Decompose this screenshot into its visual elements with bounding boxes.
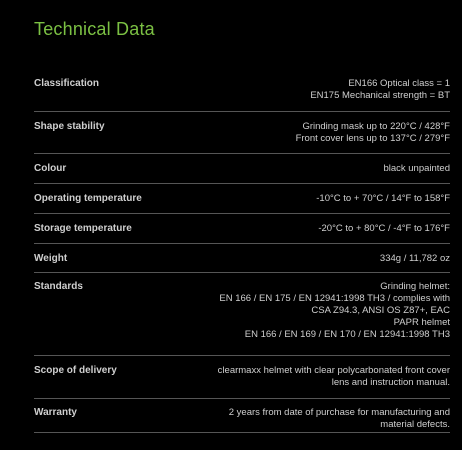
value-line: -20°C to + 80°C / -4°F to 176°F <box>318 223 450 234</box>
page-title: Technical Data <box>34 19 155 39</box>
table-row-colour <box>34 154 450 184</box>
value-line: PAPR helmet <box>393 317 450 328</box>
row-value <box>316 193 450 205</box>
value-line: Front cover lens up to 137°C / 279°F <box>295 133 450 144</box>
value-line: EN175 Mechanical strength = BT <box>310 90 450 101</box>
value-line: clearmaxx helmet with clear polycarbonated front cover <box>217 365 450 376</box>
value-line: Grinding helmet: <box>380 281 450 292</box>
row-value <box>219 281 450 341</box>
value-line: 2 years from date of purchase for manufacturing and <box>228 407 450 418</box>
row-label: Scope of delivery <box>34 365 117 376</box>
row-label: Storage temperature <box>34 223 132 234</box>
value-line: black unpainted <box>383 163 450 174</box>
table-row-warranty <box>34 399 450 433</box>
technical-data-table <box>34 70 450 433</box>
row-label: Warranty <box>34 407 77 418</box>
row-value <box>229 407 450 431</box>
row-label: Classification <box>34 78 100 89</box>
value-line: lens and instruction manual. <box>331 377 450 388</box>
row-label: Colour <box>34 163 67 174</box>
value-line: EN 166 / EN 169 / EN 170 / EN 12941:1998 TH3 <box>244 329 450 340</box>
row-value <box>218 365 450 389</box>
table-row-standards <box>34 273 450 356</box>
table-row-storage-temperature <box>34 214 450 244</box>
table-row-shape-stability <box>34 112 450 154</box>
value-line: material defects. <box>380 419 450 430</box>
row-label: Operating temperature <box>34 193 142 204</box>
row-value <box>296 121 450 145</box>
value-line: Grinding mask up to 220°C / 428°F <box>302 121 450 132</box>
value-line: EN 166 / EN 175 / EN 12941:1998 TH3 / complies with <box>219 293 450 304</box>
row-value <box>318 223 450 235</box>
value-line: EN166 Optical class = 1 <box>348 78 450 89</box>
table-row-classification <box>34 70 450 112</box>
value-line: 334g / 11,782 oz <box>379 253 450 264</box>
row-label: Standards <box>34 281 83 292</box>
table-row-operating-temperature <box>34 184 450 214</box>
row-label: Weight <box>34 253 68 264</box>
row-value <box>380 253 450 265</box>
table-row-weight <box>34 244 450 273</box>
table-row-scope-of-delivery <box>34 356 450 399</box>
row-value <box>383 163 450 175</box>
row-label: Shape stability <box>34 121 105 132</box>
row-value <box>310 78 450 102</box>
value-line: CSA Z94.3, ANSI OS Z87+, EAC <box>311 305 450 316</box>
value-line: -10°C to + 70°C / 14°F to 158°F <box>316 193 450 204</box>
